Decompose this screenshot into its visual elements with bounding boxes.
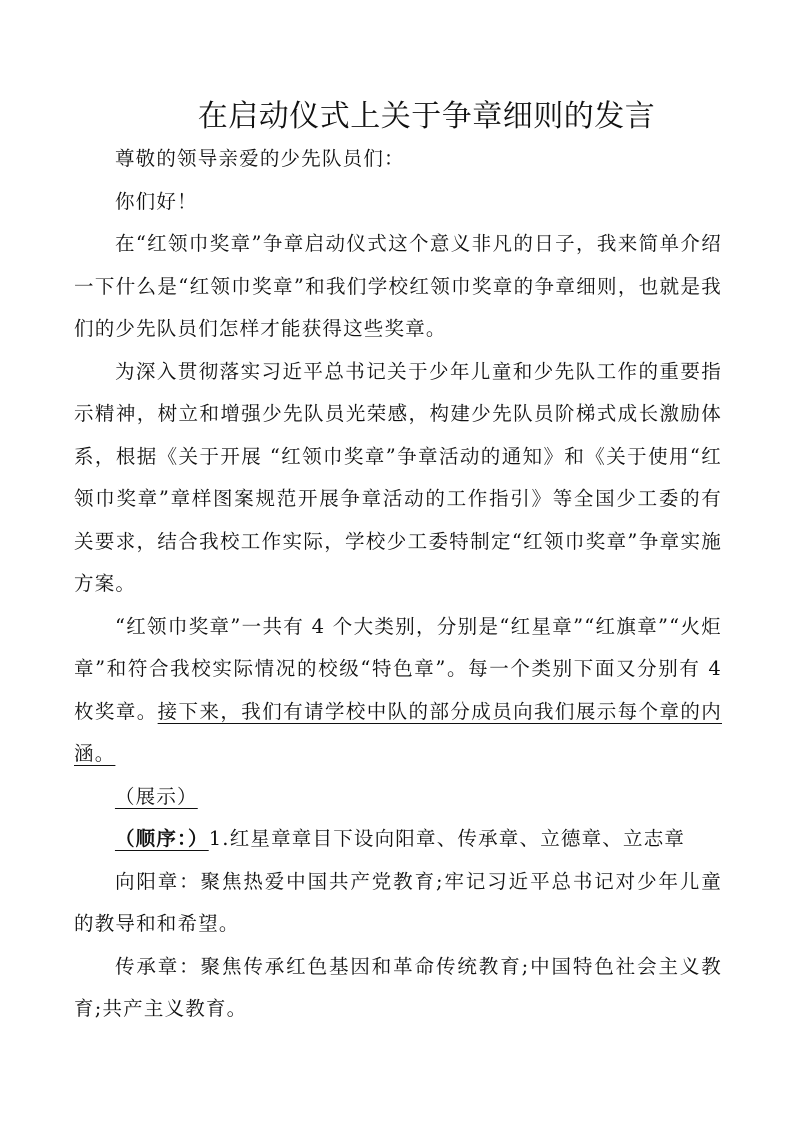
categories-text: “红领巾奖章”一共有 4 个大类别，分别是“红星章”“红旗章”“火炬章”和符合我校实际情况的校级“特色章”。每一个类别下面又分别有 4 枚奖章。 (74, 614, 722, 723)
show-label: （展示） (114, 784, 198, 808)
document-body (74, 138, 722, 1031)
background-paragraph: 为深入贯彻落实习近平总书记关于少年儿童和少先队工作的重要指示精神，树立和增强少先队员光荣感，构建少先队员阶梯式成长激励体系，根据《关于开展 “红领巾奖章”争章活动的通知》和《关于使用“红领巾奖章”章样图案规范开展争章活动的工作指引》等全国少工委的有关要求，结合我校工作实际，学校少工委特制定“红领巾奖章”争章实施方案。 (74, 359, 722, 595)
xiangyang-paragraph: 向阳章：聚焦热爱中国共产党教育;牢记习近平总书记对少年儿童的教导和和希望。 (74, 869, 722, 935)
show-paragraph (74, 776, 722, 819)
document-title: 在启动仪式上关于争章细则的发言 (197, 99, 656, 134)
categories-paragraph (74, 606, 722, 776)
order-paragraph (74, 818, 722, 861)
order-label: （顺序：） (114, 827, 209, 850)
hello-paragraph: 你们好！ (114, 189, 198, 213)
intro-paragraph: 在“红领巾奖章”争章启动仪式这个意义非凡的日子，我来简单介绍一下什么是“红领巾奖章”和我们学校红领巾奖章的争章细则，也就是我们的少先队员们怎样才能获得这些奖章。 (74, 232, 722, 340)
invitation-underlined-text: 接下来，我们有请学校中队的部分成员向我们展示每个章的内涵。 (74, 699, 722, 765)
greeting-paragraph: 尊敬的领导亲爱的少先队员们： (114, 147, 405, 170)
order-text: 1.红星章章目下设向阳章、传承章、立德章、立志章 (208, 827, 686, 850)
chuancheng-paragraph: 传承章：聚焦传承红色基因和革命传统教育;中国特色社会主义教育;共产主义教育。 (74, 954, 722, 1020)
